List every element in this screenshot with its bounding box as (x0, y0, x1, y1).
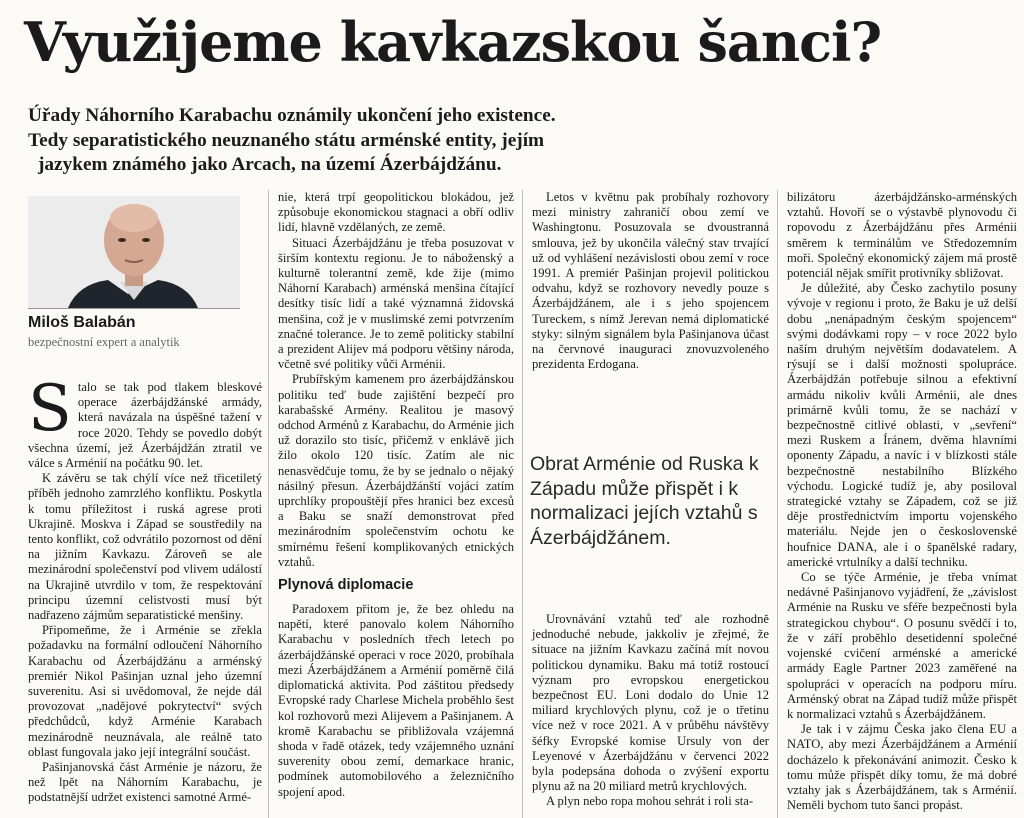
paragraph: Situaci Ázerbájdžánu je třeba posuzovat v širším kontextu regionu. Je to náboženský a kulturně tolerantní země, kde žije (mimo Náhorní Karabach) arménská menšina čítající desítky tisíc lidí a také významná židovská menšina, což je v muslimské zemi potvrzením značné tolerance. Je to země politicky stabilní a prezident Alijev má podporu většiny národa, včetně své politiky vůči Arménii. (278, 235, 514, 372)
paragraph: Stalo se tak pod tlakem bleskové operace ázerbájdžánské armády, která navázala na úspěšné tažení v roce 2020. Tehdy se povedlo dobýt všechna území, jež Ázerbájdžán ztratil ve válce s Arménií na počátku 90. let. (28, 372, 262, 471)
lead-line: Úřady Náhorního Karabachu oznámily ukončení jeho existence. (28, 105, 556, 126)
paragraph: Je důležité, aby Česko zachytilo posuny vývoje v regionu i proto, že Baku je už delší dobu „nenápadným českým spojencem“ svými dodávkami ropy – v roce 2022 bylo naším druhým největším dodavatelem. A rýsují se i další možnosti spolupráce. Ázerbájdžán potřebuje silnou a efektivní armádu nikoliv kvůli Arménii, ale dnes primárně kvůli tomu, že se nachází v bezpečnostně citlivé oblasti, v „sevření“ mezi Ruskem a Íránem, dvěma hlavními oponenty Západu, a navíc i v blízkosti stále bezpečnostně nestabilního Blízkého východu. Logické tudíž je, aby posiloval strategické vztahy se Západem, což se již děje prostřednictvím importu vojenského materiálu. Nejde jen o československé houfnice DANA, ale i o španělské radary, americké vrtulníky a další techniku. (787, 281, 1017, 569)
paragraph: Prubířským kamenem pro ázerbájdžánskou politiku teď bude zajištění bezpečí pro karabašské Armény. Realitou je masový odchod Arménů z Karabachu, do Arménie jich už dorazilo sto tisíc, přičemž v enklávě jich žilo okolo 120 tisíc. Zatím ale nic nenasvědčuje tomu, že by se jednalo o nějaký násilný přesun. Ázerbájdžánští vojáci zatím uprchlíky propouštějí přes hranici bez excesů a Baku se snaží demonstrovat před mezinárodním společenstvím ochotu ke smírnému řešení komplikovaných etnických vztahů. (278, 372, 514, 569)
article-column-3-bottom (532, 612, 769, 810)
article-column-1 (28, 372, 262, 806)
paragraph: nie, která trpí geopolitickou blokádou, jež způsobuje ekonomickou stagnaci a obří odliv lidí, hlavně vzdělaných, ze země. (278, 190, 514, 235)
paragraph: Co se týče Arménie, je třeba vnímat nedávné Pašinjanovo vyjádření, že „závislost Arménie na Rusku ve sféře bezpečnosti byla strategickou chybou“. O posunu svědčí i to, že v září proběhlo desetidenní společné vojenské cvičení arménské a americké armády Eagle Partner 2023 zaměřené na spolupráci v operacích na podporu míru. Arménský obrat na Západ tudíž může přispět k normalizaci vztahů s Ázerbájdžánem. (787, 570, 1017, 721)
article-title: Využijeme kavkazskou šanci? (24, 10, 882, 74)
paragraph: Urovnávání vztahů teď ale rozhodně jednoduché nebude, jakkoliv je zřejmé, že situace na jižním Kavkazu začíná mít novou politickou dynamiku. Baku má totiž rostoucí význam pro evropskou energetickou bezpečnost EU. Loni dodalo do Unie 12 miliard krychlových plynu, což je o třetinu více než v roce 2021. A v průběhu návštěvy šéfky Evropské komise Ursuly von der Leyenové v Ázerbájdžánu v červenci 2022 byla podepsána dohoda o zvýšení exportu plynu až na 20 miliard metrů krychlových. (532, 612, 769, 794)
column-divider (268, 190, 269, 818)
paragraph: K závěru se tak chýlí více než třicetiletý příběh jednoho zamrzlého konfliktu. Poskytla k tomu příležitost i ruská agrese proti Ukrajině. Moskva i Západ se soustředily na tento konflikt, což odvrátilo pozornost od dění na jižním Kavkazu. Zároveň se ale mezinárodní společenství pod vlivem událostí na Ukrajině utvrdilo v tom, že respektování principu územní celistvosti musí být nadřazeno zájmům separatistické menšiny. (28, 471, 262, 623)
paragraph: bilizátoru ázerbájdžánsko-arménských vztahů. Hovoří se o výstavbě plynovodu či ropovodu z Ázerbájdžánu přes Arménii směrem k terminálům ve Středozemním moři. Společný ekonomický zájem má prostě potenciál nějak smířit protivníky sbližovat. (787, 190, 1017, 281)
pull-quote: Obrat Arménie od Ruska k Západu může přispět i k normalizaci jejích vztahů s Ázerbájdžánem. (530, 453, 759, 549)
article-column-4 (787, 190, 1017, 813)
article-lead (28, 104, 728, 178)
lead-line: jazykem známého jako Arcach, na území Ázerbájdžánu. (38, 154, 502, 175)
column-divider (777, 190, 778, 818)
paragraph: Paradoxem přitom je, že bez ohledu na napětí, které panovalo kolem Náhorního Karabachu v posledních třech letech po ázerbájdžánské operaci v roce 2020, probíhala mezi Ázerbájdžánem a Arménií poměrně čilá diplomatická aktivita. Pod záštitou předsedy Evropské rady Charlese Michela proběhlo šest kol rozhovorů mezi Alijevem a Pašinjanem. A kromě Karabachu se přibližovala vzájemná shoda v řadě otázek, tedy vzájemného uznání suverenity obou zemí, demarkace hranic, podmínek automobilového a železničního spojení apod. (278, 602, 514, 799)
author-name: Miloš Balabán (28, 314, 136, 331)
paragraph: Připomeňme, že i Arménie se zřekla požadavku na formální odloučení Náhorního Karabachu od Ázerbájdžánu a arménský premiér Nikol Pašinjan uznal jeho územní suverenitu. Asi si uvědomoval, že nejde dál provozovat „nadějové pokrytectví“ svých předchůdců, když Arménie Karabach mezinárodně neuznávala, ale reálně tato oblast fungovala jako její integrální součást. (28, 623, 262, 759)
author-photo (28, 196, 240, 309)
paragraph: Letos v květnu pak probíhaly rozhovory mezi ministry zahraničí obou zemí ve Washingtonu. Posuzovala se dvoustranná smlouva, jež by ukončila válečný stav trvající už od vyhlášení nezávislosti obou zemí v roce 1991. A premiér Pašinjan projevil politickou odvahu, když se rozhovory nevedly pouze s Ázerbájdžánem, ale i s jeho spojencem Tureckem, s nímž Jerevan nemá diplomatické styky: silným signálem byla Pašinjanova účast na červnové inauguraci znovuzvoleného prezidenta Erdogana. (532, 190, 769, 372)
paragraph: A plyn nebo ropa mohou sehrát i roli sta- (546, 794, 754, 809)
author-role: bezpečnostní expert a analytik (28, 335, 180, 349)
column-divider (522, 190, 523, 818)
article-column-3-top (532, 190, 769, 372)
paragraph: Je tak i v zájmu Česka jako člena EU a NATO, aby mezi Ázerbájdžánem a Arménií docházelo k překonávání animozit. Česko k tomu může přispět díky tomu, že má dobré vztahy jak s Ázerbájdžánem, tak s Arménií. Neměli bychom tuto šanci propást. (787, 722, 1017, 813)
lead-line: Tedy separatistického neuznaného státu arménské entity, jejím (28, 129, 545, 151)
paragraph: Pašinjanovská část Arménie je názoru, že než lpět na Náhorním Karabachu, je podstatnější udržet existenci samotné Armé- (28, 760, 262, 805)
drop-cap: S (28, 372, 72, 446)
section-subhead: Plynová diplomacie (278, 577, 414, 594)
article-column-2 (278, 190, 514, 800)
